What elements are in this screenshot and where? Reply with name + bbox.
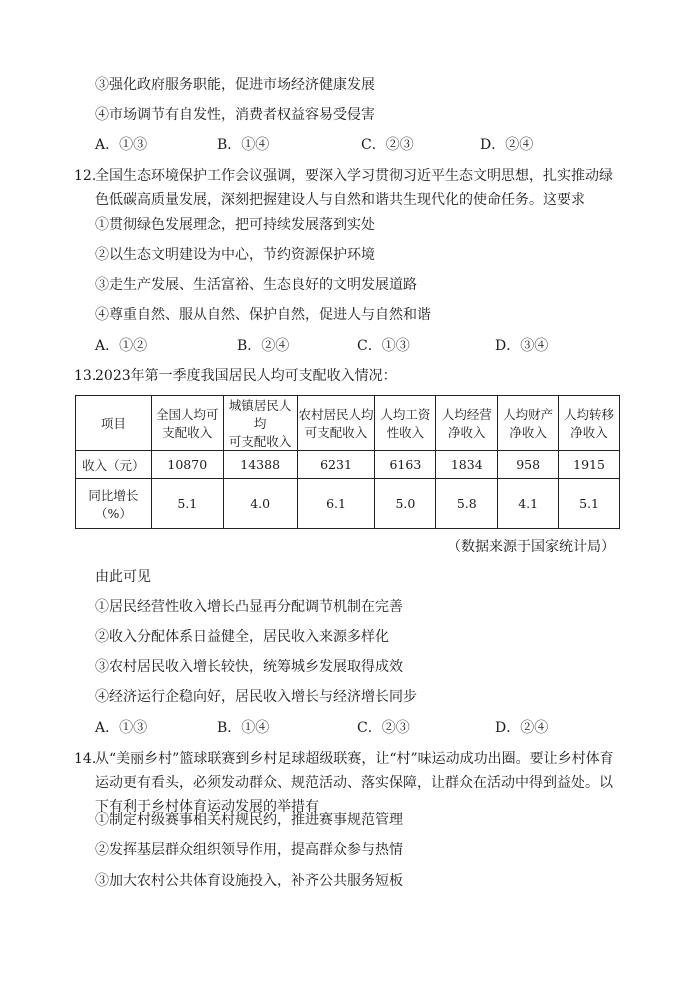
table-header-cell: 城镇居民人均 可支配收入 [223,396,297,451]
q13-option-b[interactable]: B．①④ [217,720,270,736]
q13-option-a[interactable]: A．①③ [95,720,148,736]
q13-options [95,719,615,737]
table-cell: 958 [498,451,559,479]
q13-lead: 由此可见 [95,569,151,585]
q12-item-2: ②以生态文明建设为中心，节约资源保护环境 [95,247,375,263]
q12-item-1: ①贯彻绿色发展理念，把可持续发展落到实处 [95,217,375,233]
table-header-cell: 项目 [76,396,152,451]
q13-stem: 2023年第一季度我国居民人均可支配收入情况： [95,368,397,384]
q12-option-c[interactable]: C．①③ [357,338,410,354]
q12-item-3: ③走生产发展、生活富裕、生态良好的文明发展道路 [95,277,417,293]
q11-option-b[interactable]: B．①④ [217,137,270,153]
table-header-cell: 农村居民人均 可支配收入 [297,396,375,451]
table-cell: 6163 [375,451,436,479]
table-cell: 4.0 [223,479,297,529]
q12-option-b[interactable]: B．②④ [237,338,290,354]
q13-item-2: ②收入分配体系日益健全，居民收入来源多样化 [95,629,389,645]
q11-option-a[interactable]: A．①③ [95,137,148,153]
table-cell: 10870 [151,451,223,479]
table-row-growth [76,479,620,529]
q12-number: 12. [74,168,97,184]
table-header-row [76,396,620,451]
income-table [75,395,620,529]
q12-option-d[interactable]: D．③④ [495,338,549,354]
data-source-note: （数据来源于国家统计局） [447,539,615,555]
table-row-label: 收入（元） [76,451,152,479]
q14-item-1: ①制定村级赛事相关村规民约，推进赛事规范管理 [95,812,403,828]
table-header-cell: 人均工资 性收入 [375,396,436,451]
q11-item-3: ③强化政府服务职能，促进市场经济健康发展 [95,77,375,93]
table-cell: 14388 [223,451,297,479]
q11-option-d[interactable]: D．②④ [480,137,534,153]
table-cell: 1834 [436,451,498,479]
table-row-label: 同比增长 （%） [76,479,152,529]
table-header-cell: 人均财产 净收入 [498,396,559,451]
q12-item-4: ④尊重自然、服从自然、保护自然，促进人与自然和谐 [95,307,431,323]
table-header-cell: 全国人均可 支配收入 [151,396,223,451]
q13-item-1: ①居民经营性收入增长凸显再分配调节机制在完善 [95,599,403,615]
table-cell: 6.1 [297,479,375,529]
q12-option-a[interactable]: A．①② [95,338,148,354]
q12-options [95,337,615,355]
q12-stem: 全国生态环境保护工作会议强调，要深入学习贯彻习近平生态文明思想，扎实推动绿色低碳高质量发展，深刻把握建设人与自然和谐共生现代化的使命任务。这要求 [95,168,613,208]
table-row-income [76,451,620,479]
q13-option-d[interactable]: D．②④ [495,720,549,736]
q13-option-c[interactable]: C．②③ [357,720,410,736]
q11-options [95,136,615,154]
q11-option-c[interactable]: C．②③ [361,137,414,153]
q11-item-4: ④市场调节有自发性，消费者权益容易受侵害 [95,107,375,123]
table-cell: 5.0 [375,479,436,529]
table-cell: 4.1 [498,479,559,529]
table-cell: 6231 [297,451,375,479]
q14-stem: 从“美丽乡村”篮球联赛到乡村足球超级联赛，让“村”味运动成功出圈。要让乡村体育运动更有看头，必须发动群众、规范活动、落实保障，让群众在活动中得到益处。以下有利于乡村体育运动发展的举措有 [95,751,614,815]
table-cell: 5.8 [436,479,498,529]
q14-item-2: ②发挥基层群众组织领导作用，提高群众参与热情 [95,842,403,858]
q13-item-4: ④经济运行企稳向好，居民收入增长与经济增长同步 [95,689,417,705]
table-cell: 1915 [559,451,620,479]
q13-item-3: ③农村居民收入增长较快，统筹城乡发展取得成效 [95,659,403,675]
table-header-cell: 人均经营 净收入 [436,396,498,451]
q14-number: 14. [74,751,97,767]
table-header-cell: 人均转移 净收入 [559,396,620,451]
q13-number: 13. [74,368,97,384]
table-cell: 5.1 [559,479,620,529]
q14-item-3: ③加大农村公共体育设施投入，补齐公共服务短板 [95,873,403,889]
table-cell: 5.1 [151,479,223,529]
